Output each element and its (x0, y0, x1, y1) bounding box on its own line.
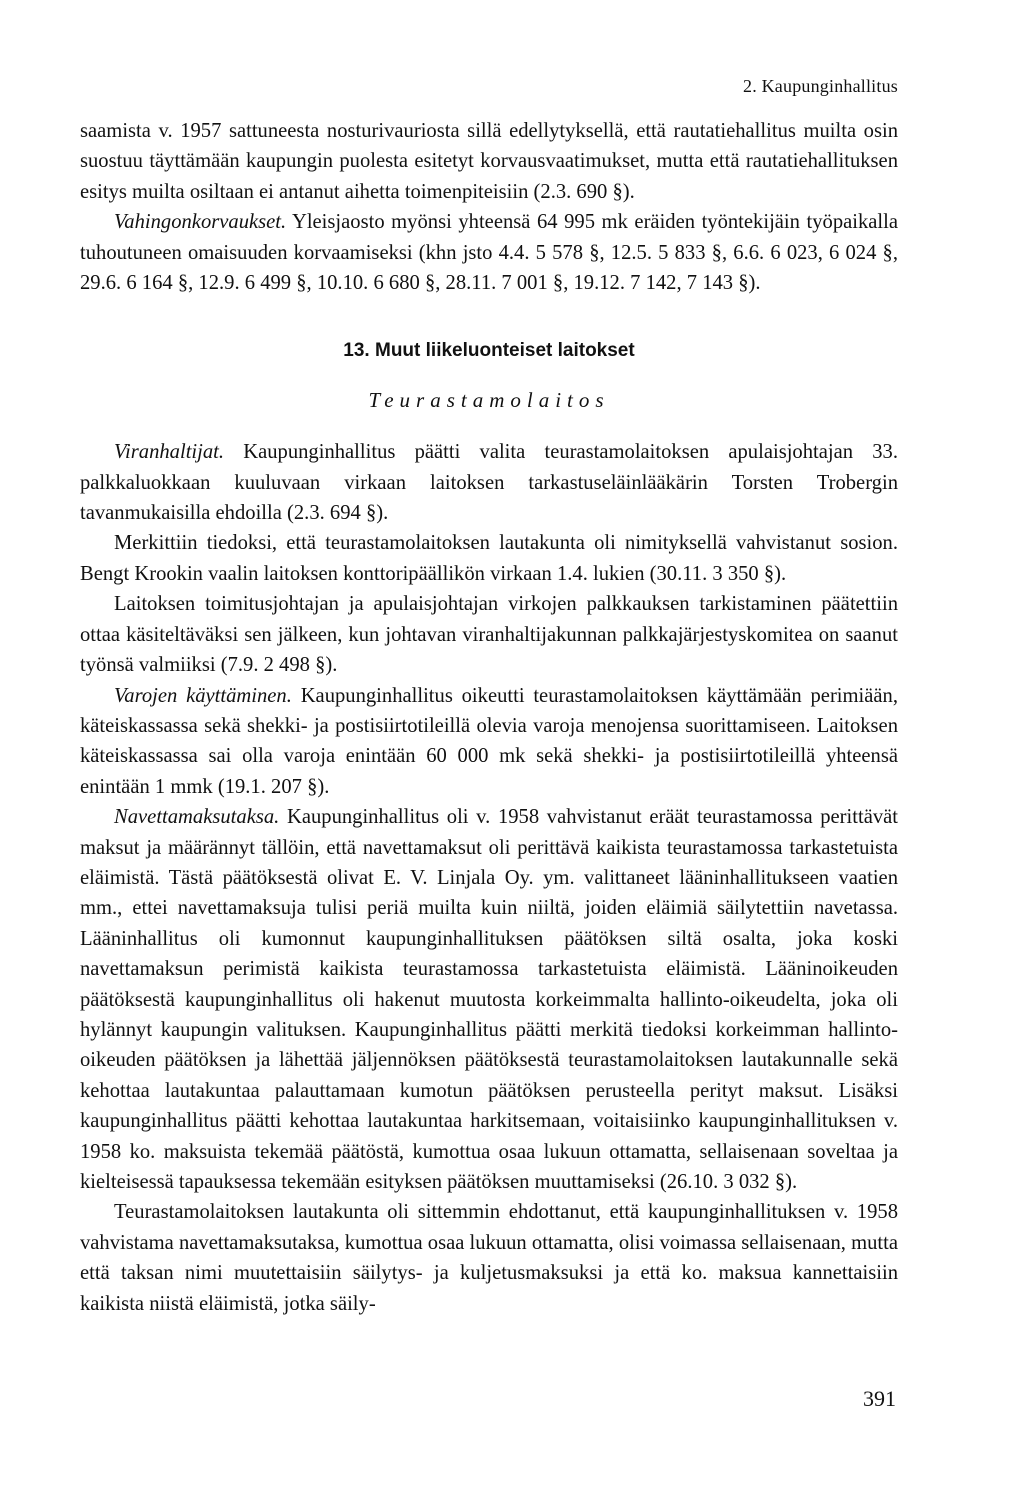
subsection-heading: Teurastamolaitos (368, 387, 610, 412)
paragraph-text: Kaupunginhallitus oikeutti teurastamolaitoksen käyttämään perimiään, käteiskassassa sekä shekki- ja postisiirtotileillä olevia varoja menojensa suorittamiseen. Laitoksen käteiskassassa sai olla varoja enintään 60 000 mk sekä shekki- ja postisiirtotileillä yhteensä enintään 1 mmk (19.1. 207 §). (80, 684, 898, 798)
paragraph-viranhaltijat (80, 437, 898, 528)
body-text (80, 116, 898, 1319)
paragraph-vahingonkorvaukset (80, 207, 898, 298)
paragraph-teurastamolaitoksen-lautakunta: Teurastamolaitoksen lautakunta oli sittemmin ehdottanut, että kaupunginhallituksen v. 1958 vahvistama navettamaksutaksa, kumottua osaa lukuun ottamatta, olisi voimassa sellaisenaan, mutta että taksan nimi muutettaisiin säilytys- ja kuljetusmaksuksi ja että ko. maksua kannettaisiin kaikista niistä eläimistä, jotka säily- (80, 1201, 898, 1315)
document-page (80, 68, 898, 1468)
paragraph-text: Kaupunginhallitus päätti valita teurastamolaitoksen apulaisjohtajan 33. palkkaluokkaan kuuluvaan virkaan laitoksen tarkastuseläinlääkärin Torsten Trobergin tavanmukaisilla ehdoilla (2.3. 694 §). (80, 441, 898, 525)
page-number: 391 (863, 1386, 896, 1411)
paragraph-text: Kaupunginhallitus oli v. 1958 vahvistanut eräät teurastamossa perittävät maksut ja määrännyt tällöin, että navettamaksut oli perittävä kaikista teurastamossa tarkastetuista eläimistä. Tästä päätöksestä olivat E. V. Linjala Oy. ym. valittaneet lääninhallitukseen vaatien mm., ettei navettamaksuja tulisi periä muilta kuin niiltä, joiden eläimiä säilytettiin navetassa. Lääninhallitus oli kumonnut kaupunginhallituksen päätöksen siltä osalta, joka koski navettamaksun perimistä kaikista teurastamossa tarkastetuista eläimistä. Lääninoikeuden päätöksestä kaupunginhallitus oli hakenut muutosta korkeimmalta hallinto-oikeudelta, joka oli hylännyt kaupungin valituksen. Kaupunginhallitus päätti merkitä tiedoksi korkeimman hallinto-oikeuden päätöksen ja lähettää jäljennöksen päätöksestä teurastamolaitoksen lautakunnalle sekä kehottaa lautakuntaa palauttamaan kumotun päätöksen perusteella perityt maksut. Lisäksi kaupunginhallitus päätti kehottaa lautakuntaa harkitsemaan, voitaisiinko kaupunginhallituksen v. 1958 ko. maksuista tekemää päätöstä, kumottua osaa lukuun ottamatta, sellaisenaan soveltaa ja kielteisessä tapauksessa tekemään esityksen päätöksen muuttamiseksi (26.10. 3 032 §). (80, 806, 898, 1193)
paragraph-text: Yleisjaosto myönsi yhteensä 64 995 mk eräiden työntekijäin työpaikalla tuhoutuneen omaisuuden korvaamiseksi (khn jsto 4.4. 5 578 §, 12.5. 5 833 §, 6.6. 6 023, 6 024 §, 29.6. 6 164 §, 12.9. 6 499 §, 10.10. 6 680 §, 28.11. 7 001 §, 19.12. 7 142, 7 143 §). (80, 211, 898, 295)
paragraph-navettamaksutaksa (80, 802, 898, 1197)
running-head: 2. Kaupunginhallitus (743, 76, 898, 96)
paragraph-lead: Vahingonkorvaukset. (114, 211, 287, 234)
paragraph-merkittiin: Merkittiin tiedoksi, että teurastamolaitoksen lautakunta oli nimityksellä vahvistanut sosion. Bengt Krookin vaalin laitoksen konttoripäällikön virkaan 1.4. lukien (30.11. 3 350 §). (80, 532, 898, 585)
paragraph-lead: Viranhaltijat. (114, 441, 225, 464)
paragraph-lead: Varojen käyttäminen. (114, 684, 292, 707)
paragraph-continuation: saamista v. 1957 sattuneesta nosturivauriosta sillä edellytyksellä, että rautatiehallitus muilta osin suostuu täyttämään kaupungin puolesta esitetyt korvausvaatimukset, mutta että rautatiehallituksen esitys muilta osiltaan ei antanut aihetta toimenpiteisiin (2.3. 690 §). (80, 120, 898, 203)
section-heading: 13. Muut liikeluonteiset laitokset (343, 340, 635, 362)
paragraph-lead: Navettamaksutaksa. (114, 806, 280, 829)
paragraph-palkkaus: Laitoksen toimitusjohtajan ja apulaisjohtajan virkojen palkkauksen tarkistaminen päätettiin ottaa käsiteltäväksi sen jälkeen, kun johtavan viranhaltijakunnan palkkajärjestyskomitea on saanut työnsä valmiiksi (7.9. 2 498 §). (80, 593, 898, 677)
paragraph-varojen-kayttaminen (80, 681, 898, 803)
